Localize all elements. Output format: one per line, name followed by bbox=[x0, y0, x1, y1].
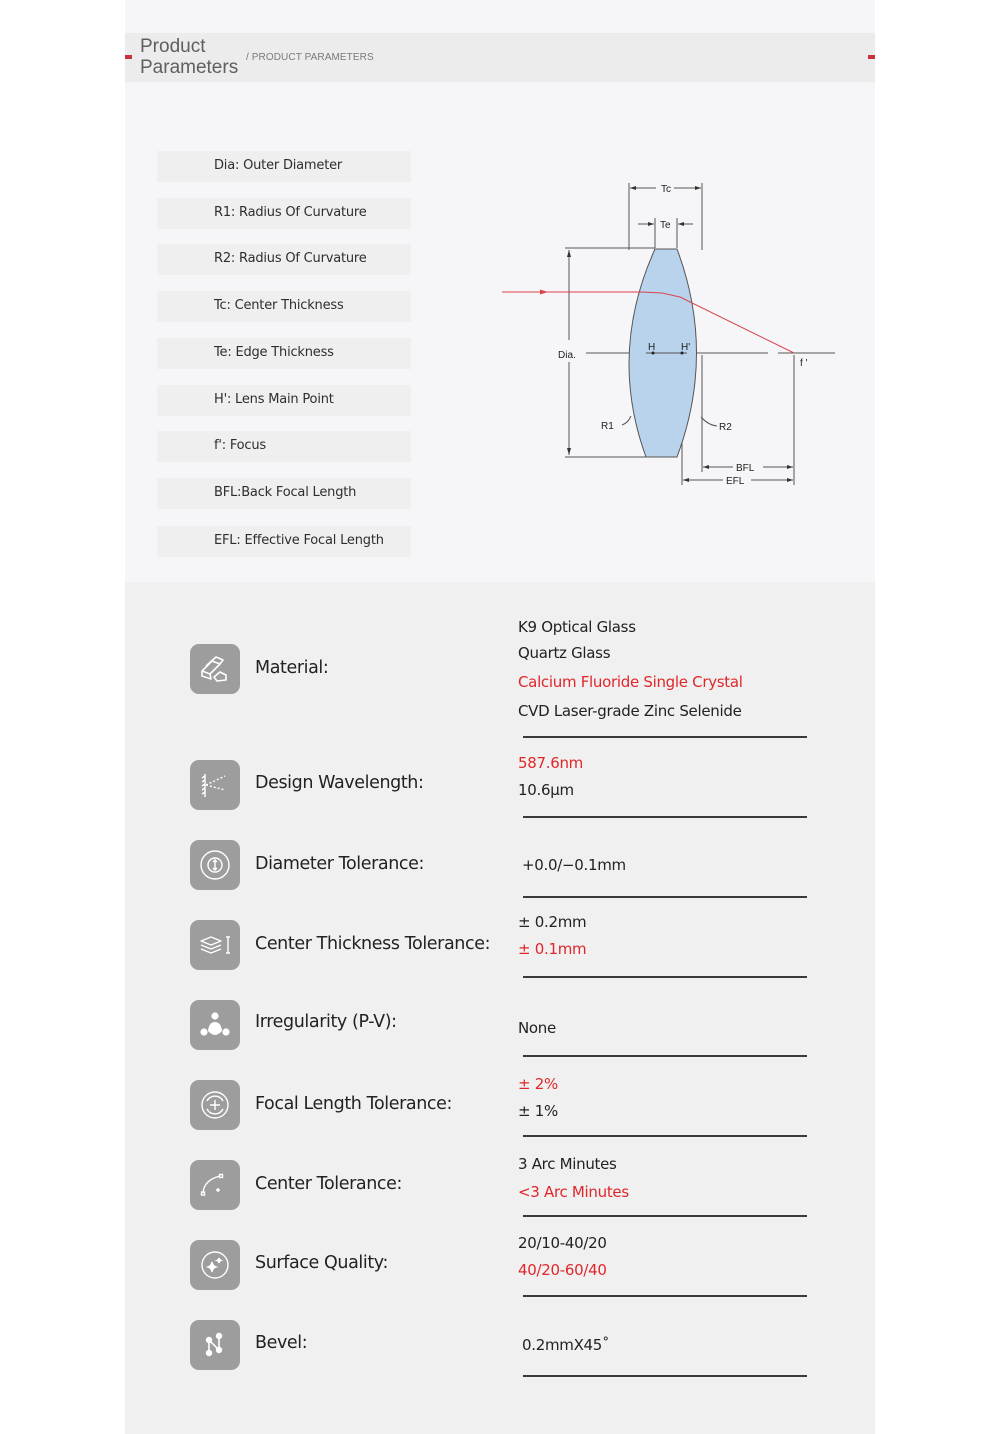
spec-label-focal-length: Focal Length Tolerance: bbox=[255, 1094, 452, 1114]
row-divider bbox=[523, 1295, 807, 1297]
bfl-arrowhead-left bbox=[703, 465, 709, 469]
row-divider bbox=[523, 736, 807, 738]
header-accent-right bbox=[868, 55, 875, 59]
row-divider bbox=[523, 1135, 807, 1137]
spec-value-highlight: ± 2% bbox=[518, 1075, 558, 1093]
tc-arrowhead-right bbox=[695, 186, 701, 190]
spec-label-center-tolerance: Center Tolerance: bbox=[255, 1174, 403, 1194]
header-accent-left bbox=[125, 55, 132, 59]
r2-leader bbox=[701, 417, 717, 426]
label-te: Te bbox=[660, 220, 671, 231]
row-divider bbox=[523, 896, 807, 898]
spec-value-highlight: 587.6nm bbox=[518, 754, 583, 772]
arc-curve-icon bbox=[190, 1160, 240, 1210]
r1-leader bbox=[622, 416, 631, 425]
label-f-prime: f ' bbox=[800, 358, 808, 369]
group-nodes-icon bbox=[190, 1000, 240, 1050]
sparkle-circle-icon bbox=[190, 1240, 240, 1290]
row-divider bbox=[523, 976, 807, 978]
legend-item bbox=[157, 291, 411, 322]
label-efl: EFL bbox=[726, 476, 745, 487]
spec-value-highlight: 40/20-60/40 bbox=[518, 1261, 607, 1279]
section-subtitle: / PRODUCT PARAMETERS bbox=[246, 52, 374, 63]
light-reflection-icon bbox=[190, 760, 240, 810]
spec-value: 0.2mmX45˚ bbox=[522, 1336, 610, 1354]
label-h-prime: H' bbox=[681, 342, 691, 353]
legend-label: R1: Radius Of Curvature bbox=[214, 205, 367, 220]
efl-arrowhead-left bbox=[683, 478, 689, 482]
spec-label-irregularity: Irregularity (P-V): bbox=[255, 1012, 397, 1032]
section-title: Product Parameters bbox=[140, 36, 239, 78]
legend-label: Te: Edge Thickness bbox=[214, 345, 334, 360]
spec-value: Quartz Glass bbox=[518, 644, 611, 662]
focal-length-icon-tile bbox=[190, 1080, 240, 1130]
spec-label-material: Material: bbox=[255, 658, 329, 678]
legend-item bbox=[157, 431, 411, 462]
material-icon-tile bbox=[190, 644, 240, 694]
legend-item bbox=[157, 151, 411, 182]
spec-value: +0.0/−0.1mm bbox=[522, 856, 626, 874]
te-arrowhead-left bbox=[648, 222, 654, 226]
diameter-circle-icon bbox=[190, 840, 240, 890]
legend-item bbox=[157, 526, 411, 557]
legend-item bbox=[157, 198, 411, 229]
ray-arrowhead bbox=[540, 290, 548, 295]
legend-item bbox=[157, 385, 411, 416]
ingots-icon bbox=[190, 644, 240, 694]
spec-value-highlight: Calcium Fluoride Single Crystal bbox=[518, 673, 743, 691]
thickness-icon-tile bbox=[190, 920, 240, 970]
spec-value: CVD Laser-grade Zinc Selenide bbox=[518, 702, 742, 720]
label-dia: Dia. bbox=[558, 350, 576, 361]
wavelength-icon-tile bbox=[190, 760, 240, 810]
legend-label: H': Lens Main Point bbox=[214, 392, 334, 407]
spec-value: 10.6µm bbox=[518, 781, 574, 799]
efl-arrowhead-right bbox=[787, 478, 793, 482]
legend-item bbox=[157, 338, 411, 369]
label-r2: R2 bbox=[719, 422, 732, 433]
spec-label-surface-quality: Surface Quality: bbox=[255, 1253, 388, 1273]
row-divider bbox=[523, 1215, 807, 1217]
focus-target-icon bbox=[190, 1080, 240, 1130]
spec-value-highlight: ± 0.1mm bbox=[518, 940, 587, 958]
spec-value-highlight: <3 Arc Minutes bbox=[518, 1183, 629, 1201]
row-divider bbox=[523, 816, 807, 818]
surface-quality-icon-tile bbox=[190, 1240, 240, 1290]
label-r1: R1 bbox=[601, 421, 614, 432]
spec-value: 3 Arc Minutes bbox=[518, 1155, 617, 1173]
spec-label-wavelength: Design Wavelength: bbox=[255, 773, 424, 793]
row-divider bbox=[523, 1375, 807, 1377]
spec-value: 20/10-40/20 bbox=[518, 1234, 607, 1252]
bevel-icon-tile bbox=[190, 1320, 240, 1370]
bfl-arrowhead-right bbox=[787, 465, 793, 469]
tc-arrowhead-left bbox=[630, 186, 636, 190]
node-path-icon bbox=[190, 1320, 240, 1370]
legend-item bbox=[157, 478, 411, 509]
spec-value: K9 Optical Glass bbox=[518, 618, 636, 636]
dia-arrowhead-top bbox=[567, 250, 571, 257]
spec-label-diameter-tolerance: Diameter Tolerance: bbox=[255, 854, 425, 874]
layers-thickness-icon bbox=[190, 920, 240, 970]
spec-label-center-thickness: Center Thickness Tolerance: bbox=[255, 934, 491, 954]
irregularity-icon-tile bbox=[190, 1000, 240, 1050]
label-tc: Tc bbox=[661, 184, 671, 195]
dia-arrowhead-bottom bbox=[567, 448, 571, 455]
legend-label: BFL:Back Focal Length bbox=[214, 485, 357, 500]
spec-value: ± 0.2mm bbox=[518, 913, 587, 931]
legend-label: f': Focus bbox=[214, 438, 266, 453]
row-divider bbox=[523, 1055, 807, 1057]
te-arrowhead-right bbox=[678, 222, 684, 226]
legend-label: Dia: Outer Diameter bbox=[214, 158, 343, 173]
spec-value: ± 1% bbox=[518, 1102, 558, 1120]
diameter-icon-tile bbox=[190, 840, 240, 890]
lens-diagram bbox=[490, 170, 850, 500]
legend-item bbox=[157, 244, 411, 275]
legend-label: EFL: Effective Focal Length bbox=[214, 533, 384, 548]
label-bfl: BFL bbox=[736, 463, 755, 474]
label-h: H bbox=[648, 342, 656, 353]
legend-label: R2: Radius Of Curvature bbox=[214, 251, 367, 266]
spec-label-bevel: Bevel: bbox=[255, 1333, 308, 1353]
legend-label: Tc: Center Thickness bbox=[214, 298, 344, 313]
spec-value: None bbox=[518, 1019, 556, 1037]
center-tolerance-icon-tile bbox=[190, 1160, 240, 1210]
